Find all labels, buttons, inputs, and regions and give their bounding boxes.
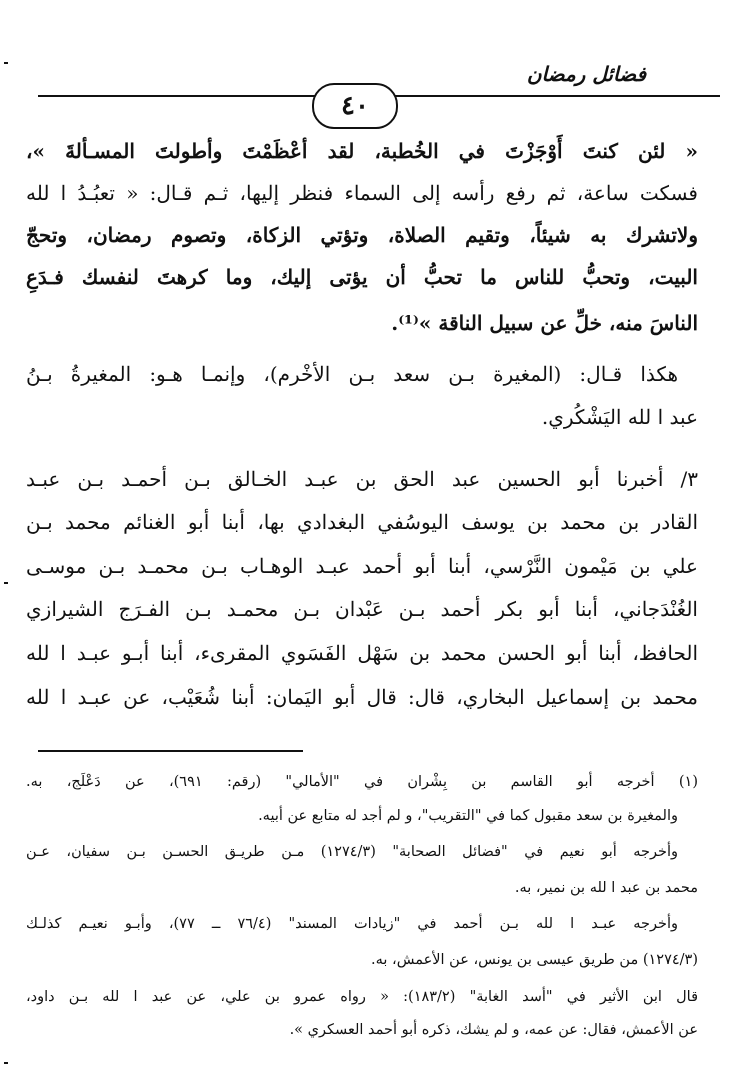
footnote-line-5: وأخرجه عبـد ا لله بـن أحمد في "زيادات المسند" (٧٦/٤ ــ ٧٧)، وأبـو نعيـم كذلـك — [26, 916, 678, 932]
page-number-badge: ٤٠ — [312, 83, 398, 129]
footnote-line-3: وأخرجه أبو نعيم في "فضائل الصحابة" (١٢٧٤/٣) مـن طريـق الحسـن بـن سفيان، عـن — [26, 844, 678, 860]
body-line-3: ولاتشرك به شيئاً، وتقيم الصلاة، وتؤتي الزكاة، وتصوم رمضان، وتحجّ — [26, 223, 698, 247]
footnote-separator — [38, 750, 303, 752]
running-header-title: فضائل رمضان — [526, 62, 646, 86]
body-line-12: الحافظ، أبنا أبو الحسن محمد بن سَهْل الفَسَوي المقرىء، أبنا أبـو عبـد ا لله — [26, 641, 698, 665]
footnote-line-4: محمد بن عبد ا لله بن نمير، به. — [514, 880, 698, 896]
margin-mark-bottom — [4, 1062, 8, 1064]
body-line-13: محمد بن إسماعيل البخاري، قال: قال أبو اليَمان: أبنا شُعَيْب، عن عبـد ا لله — [26, 685, 698, 709]
body-line-5: الناسَ منه، خلِّ عن سبيل الناقة »⁽¹⁾. — [391, 311, 698, 335]
margin-mark-middle — [4, 582, 8, 584]
footnote-line-1: (١) أخرجه أبو القاسم بن بِشْران في "الأمالي" (رقم: ٦٩١)، عن دَعْلَج، به. — [26, 774, 698, 790]
body-line-8: ٣/ أخبرنا أبو الحسين عبد الحق بن عبـد الخـالق بـن أحمـد بـن عبـد — [26, 467, 698, 491]
body-line-10: علي بن مَيْمون النَّرْسي، أبنا أبو أحمد عبـد الوهـاب بـن محمـد بـن موسـى — [26, 554, 698, 578]
body-line-6: هكذا قـال: (المغيرة بـن سعد بـن الأخْرم)، وإنمـا هـو: المغيرةُ بـنُ — [26, 362, 678, 386]
body-line-1: « لئن كنتَ أَوْجَزْتَ في الخُطبة، لقد أعْظَمْتَ وأطولتَ المسـألةَ »، — [26, 139, 698, 163]
body-line-2: فسكت ساعة، ثم رفع رأسه إلى السماء فنظر إليها، ثـم قـال: « تعبُـدُ ا لله — [26, 181, 698, 205]
body-line-7: عبد ا لله اليَشْكُري. — [541, 405, 698, 429]
footnote-line-2: والمغيرة بن سعد مقبول كما في "التقريب"، و لم أجد له متابع عن أبيه. — [258, 808, 678, 824]
footnote-line-6: (١٢٧٤/٣) من طريق عيسى بن يونس، عن الأعمش، به. — [371, 952, 698, 968]
footnote-line-8: عن الأعمش، فقال: عن عمه، و لم يشك، ذكره أبو أحمد العسكري ». — [289, 1022, 698, 1038]
body-line-9: القادر بن محمد بن يوسف اليوسُفي البغدادي بها، أبنا أبو الغنائم محمد بـن — [26, 510, 698, 534]
body-line-11: الغُنْدَجاني، أبنا أبو بكر أحمد بـن عَبْدان بـن محمـد بـن الفـرَج الشيرازي — [26, 597, 698, 621]
margin-mark-top — [4, 62, 8, 64]
footnote-line-7: قال ابن الأثير في "أسد الغابة" (١٨٣/٢): « رواه عمرو بن علي، عن عبد ا لله بـن داود، — [26, 989, 698, 1005]
body-line-4: البيت، وتحبُّ للناس ما تحبُّ أن يؤتى إليك، وما كرهتَ لنفسك فـدَعِ — [26, 265, 698, 289]
